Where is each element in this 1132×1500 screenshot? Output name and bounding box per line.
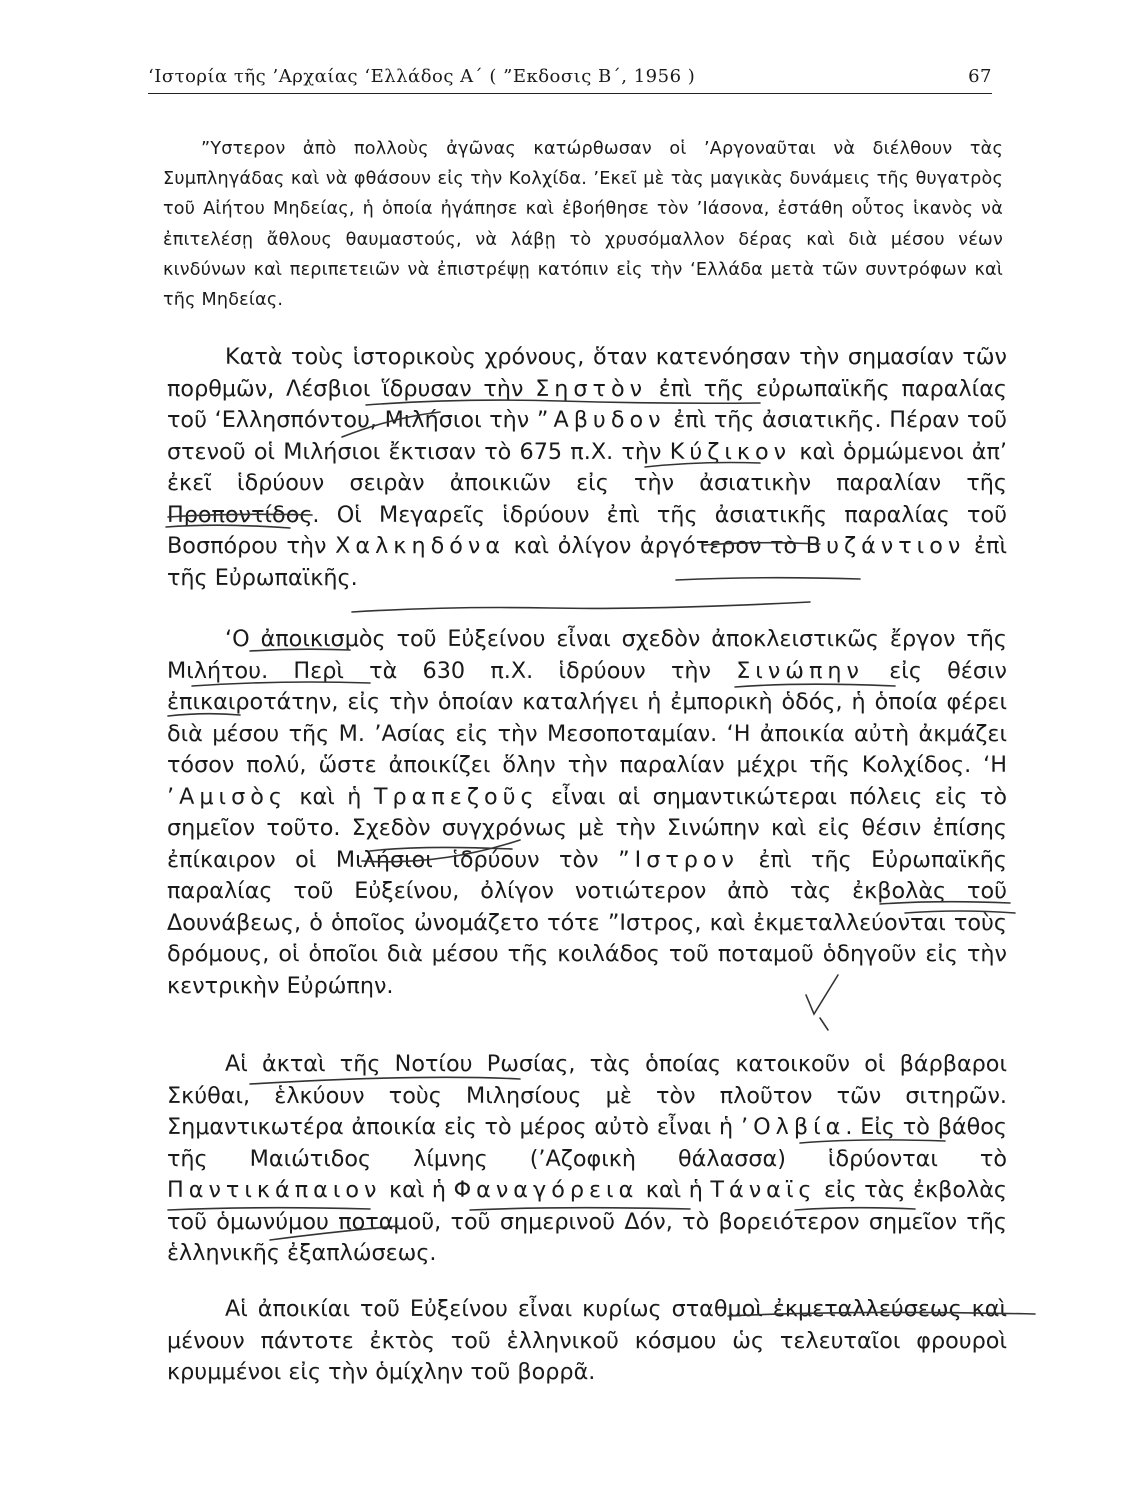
place-name: ’Αμισὸς xyxy=(167,783,287,810)
handwritten-underline xyxy=(192,682,370,686)
text-run: καὶ ὀλίγον ἀργότερον τὸ xyxy=(505,533,806,559)
handwritten-underline xyxy=(470,1208,690,1210)
handwritten-stroke xyxy=(342,412,440,437)
text-run: ἐπὶ τῆς Εὐρωπαϊκῆς. xyxy=(167,533,1007,591)
paragraph-conclusion: Αἱ ἀποικίαι τοῦ Εὐξείνου εἶναι κυρίως σταθμοὶ ἐκμεταλλεύσεως καὶ μένουν πάντοτε ἐκτὸς τοῦ ἑλληνικοῦ κόσμου ὡς τελευταῖοι φρουροὶ κρυμμένοι εἰς τὴν ὁμίχλην τοῦ βορρᾶ. xyxy=(167,1296,1007,1385)
place-name: Σινώπην xyxy=(736,657,864,684)
handwritten-stroke xyxy=(166,525,290,528)
handwritten-stroke xyxy=(362,840,520,862)
place-name: Φαναγόρεια xyxy=(453,1177,639,1203)
handwritten-underline xyxy=(800,1140,945,1143)
place-name: Σηστὸν xyxy=(535,375,648,402)
intro-paragraph: ”Υστερον ἀπὸ πολλοὺς ἀγῶνας κατώρθωσαν οἱ ’Αργοναῦται νὰ διέλθουν τὰς Συμπληγάδας καὶ νὰ φθάσουν εἰς τὴν Κολχίδα. ’Εκεῖ μὲ τὰς μαγικὰς δυνάμεις τῆς θυγατρὸς τοῦ Αἰήτου Μηδείας, ἡ ὁποία ἠγάπησε καὶ ἐβοήθησε τὸν ’Ιάσονα, ἐστάθη οὗτος ἱκανὸς νὰ ἐπιτελέσῃ ἄθλους θαυμαστούς, νὰ λάβῃ τὸ χρυσόμαλλον δέρας καὶ διὰ μέσου νέων κινδύνων καὶ περιπετειῶν νὰ ἐπιστρέψῃ κατόπιν εἰς τὴν ‘Ελλάδα μετὰ τῶν συντρόφων καὶ τῆς Μηδείας. xyxy=(163,139,1003,311)
text-run: ἐπὶ τῆς εὐρωπαϊκῆς παραλίας τοῦ ‘Ελλησπόντου, Μιλήσιοι τὴν xyxy=(167,375,1008,433)
handwritten-stroke xyxy=(168,714,240,716)
text-run: ‘Ο ἀποικισμὸς τοῦ Εὐξείνου εἶναι σχεδὸν ἀποκλειστικῶς ἔργον τῆς Μιλήτου. Περὶ τὰ 630 π.Χ. ἱδρύουν τὴν xyxy=(167,626,1007,684)
handwritten-underline xyxy=(352,602,810,612)
place-name: Βυζάντιον xyxy=(805,533,966,559)
place-name: ”Ιστρον xyxy=(618,846,739,873)
text-run: εἰς τὰς ἐκβολὰς τοῦ ὁμωνύμου ποταμοῦ, τοῦ σημερινοῦ Δόν, τὸ βορειότερον σημεῖον τῆς ἑλληνικῆς ἐξαπλώσεως. xyxy=(167,1177,1007,1266)
text-run: καὶ ἡ xyxy=(381,1177,454,1203)
place-name: ”Αβυδον xyxy=(536,407,666,433)
handwritten-underline xyxy=(366,400,760,405)
place-name: Χαλκηδόνα xyxy=(335,533,506,559)
text-run: . Εἰς τὸ βάθος τῆς Μαιώτιδος λίμνης (’Αζοφικὴ θάλασσα) ἱδρύονται τὸ xyxy=(167,1114,1008,1172)
text-run: καὶ ἡ xyxy=(638,1177,711,1203)
text-run: εἰς θέσιν ἐπικαιροτάτην, εἰς τὴν ὁποίαν καταλήγει ἡ ἐμπορικὴ ὁδός, ἡ ὁποία φέρει διὰ μέσου τῆς Μ. ’Ασίας εἰς τὴν Μεσοποταμίαν. ‘Η ἀποικία αὐτὴ ἀκμάζει τόσον πολύ, ὥστε ἀποικίζει ὅλην τὴν παραλίαν μέχρι τῆς Κολχίδος. ‘Η xyxy=(167,657,1007,778)
handwritten-underline xyxy=(168,1208,370,1210)
handwritten-underline xyxy=(168,514,312,517)
place-name: Κύζικον xyxy=(669,438,792,465)
text-run: καὶ ὁρμώμενοι ἀπ’ ἐκεῖ ἱδρύουν σειρὰν ἀποικιῶν εἰς τὴν ἀσιατικὴν παραλίαν τῆς Προποντίδος. Οἱ Μεγαρεῖς ἱδρύουν ἐπὶ τῆς ἀσιατικῆς παραλίας τοῦ Βοσπόρου τὴν xyxy=(167,438,1008,559)
handwritten-stroke xyxy=(905,911,1015,913)
check-mark xyxy=(806,975,838,1014)
handwritten-underline xyxy=(704,543,820,545)
running-title: ‘Ιστορία τῆς ’Αρχαίας ‘Ελλάδος Α΄ ( ”Εκδοσις Β΄, 1956 ) xyxy=(148,66,696,87)
handwritten-underline xyxy=(676,578,860,580)
text-run: καὶ ἡ xyxy=(286,783,374,810)
text-run: ἐπὶ τῆς ἀσιατικῆς. Πέραν τοῦ στενοῦ οἱ Μιλήσιοι ἔκτισαν τὸ 675 π.Χ. τὴν xyxy=(167,407,1007,465)
handwritten-underline xyxy=(250,649,350,651)
text-run: εἶναι αἱ σημαντικώτεραι πόλεις εἰς τὸ σημεῖον τοῦτο. Σχεδὸν συγχρόνως μὲ τὴν Σινώπην καὶ εἰς θέσιν ἐπίσης ἐπίκαιρον οἱ Μιλήσιοι ἱδρύουν τὸν xyxy=(167,783,1007,873)
handwritten-underline xyxy=(880,902,1010,904)
place-name: Παντικάπαιον xyxy=(167,1177,382,1203)
place-name: ’Ολβία xyxy=(741,1114,846,1140)
text-run: Αἱ ἀκταὶ τῆς Νοτίου Ρωσίας, τὰς ὁποίας κατοικοῦν οἱ βάρβαροι Σκύθαι, ἑλκύουν τοὺς Μιλησίους μὲ τὸν πλοῦτον τῶν σιτηρῶν. Σημαντικωτέρα ἀποικία εἰς τὸ μέρος αὐτὸ εἶναι ἡ xyxy=(167,1051,1007,1140)
text-run: ἐπὶ τῆς Εὐρωπαϊκῆς παραλίας τοῦ Εὐξείνου, ὀλίγον νοτιώτερον ἀπὸ τὰς ἐκβολὰς τοῦ Δουνάβεως, ὁ ὁποῖος ὠνομάζετο τότε ”Ιστρος, καὶ ἐκμεταλλεύονται τοὺς δρόμους, οἱ ὁποῖοι διὰ μέσου τῆς κοιλάδος τοῦ ποταμοῦ ὁδηγοῦν εἰς τὴν κεντρικὴν Εὐρώπην. xyxy=(167,846,1007,999)
handwritten-underline xyxy=(728,1312,1035,1316)
handwritten-underline xyxy=(735,684,895,687)
page-number: 67 xyxy=(968,66,992,87)
handwritten-underline xyxy=(645,463,760,468)
text-run: Κατὰ τοὺς ἱστορικοὺς χρόνους, ὅταν κατενόησαν τὴν σημασίαν τῶν πορθμῶν, Λέσβιοι ἵδρυσαν τὴν xyxy=(167,344,1007,402)
handwritten-stroke xyxy=(270,1226,398,1240)
place-name: Τάναϊς xyxy=(710,1177,817,1203)
place-name: Τραπεζοῦς xyxy=(373,783,539,810)
handwritten-stroke xyxy=(820,1018,828,1030)
handwritten-underline xyxy=(795,1208,915,1210)
handwritten-underline xyxy=(250,1077,520,1084)
